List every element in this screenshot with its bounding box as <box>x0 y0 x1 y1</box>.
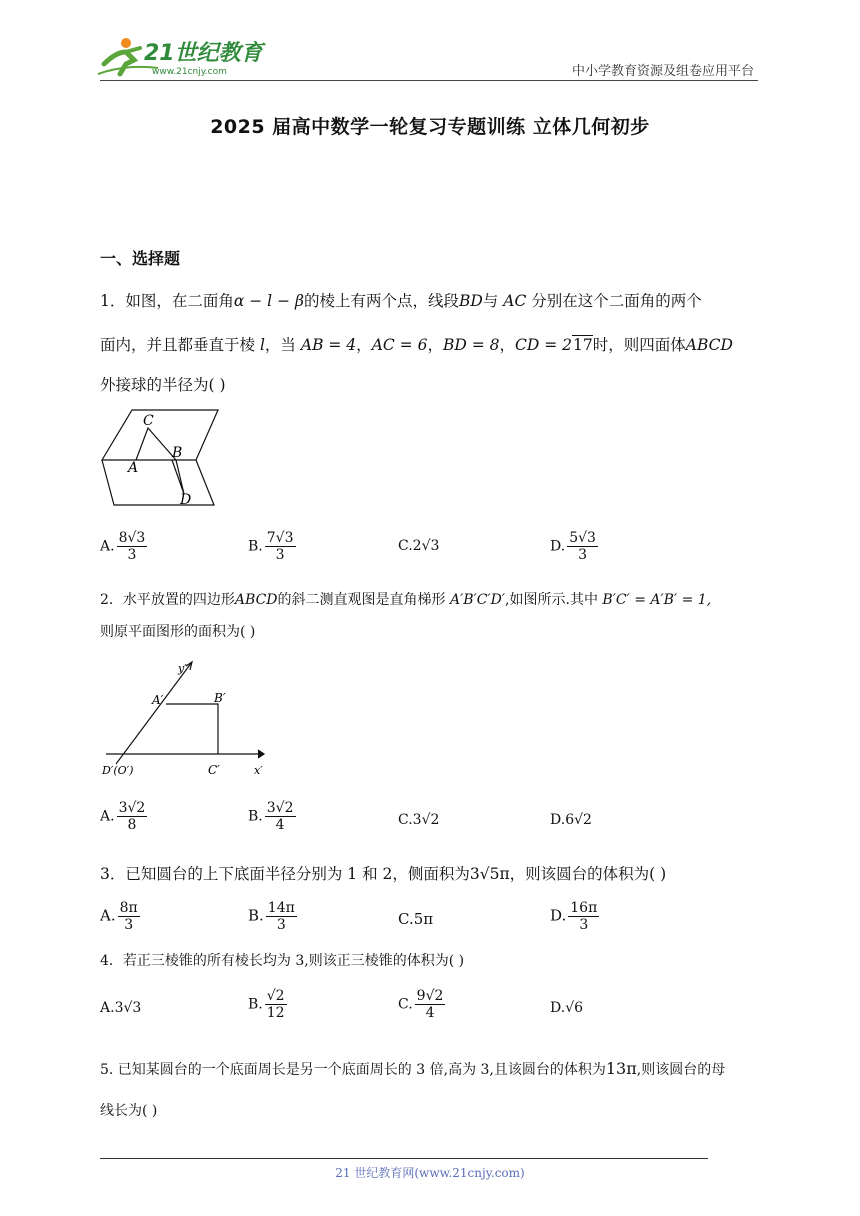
q1-option-d[interactable]: D. $\frac{5√3}{3}$ <box>550 530 596 564</box>
q3-option-a[interactable]: A. $\frac{8\pi}{3}$ <box>100 900 138 934</box>
q1-option-b[interactable]: B. $\frac{7√3}{3}$ <box>248 530 294 564</box>
page-title: 2025 届高中数学一轮复习专题训练 立体几何初步 <box>210 116 650 138</box>
q4-option-d[interactable]: D.√6 <box>550 1000 584 1016</box>
q2-option-a[interactable]: A. $\frac{3√2}{8}$ <box>100 800 146 834</box>
question-2-text: 2．水平放置的四边形ABCD的斜二测直观图是直角梯形 A′B′C′D′,如图所示.其中 B′C′ = A′B′ = 1, 则原平面图形的面积为( ) <box>100 592 712 640</box>
question-5-text: 5. 已知某圆台的一个底面周长是另一个底面周长的 3 倍,高为 3,且该圆台的体积为13π,则该圆台的母 线长为( ) <box>100 1059 726 1119</box>
figure-dihedral-angle <box>100 408 220 508</box>
label-D: D <box>180 492 192 508</box>
q3-option-c[interactable]: C.5π <box>398 910 434 928</box>
label-D-origin: D′(O′) <box>102 764 134 777</box>
question-1-text: 1．如图，在二面角α − l − β的棱上有两个点，线段BD与 AC 分别在这个二面角的两个 面内，并且都垂直于棱 l，当 AB = 4，AC = 6，BD = 8，CD = 217时，则四面体ABCD 外接球的半径为( ) <box>100 292 733 394</box>
q4-option-c[interactable]: C. $\frac{9√2}{4}$ <box>398 988 444 1022</box>
footer-divider <box>100 1158 708 1159</box>
section-heading: 一、选择题 <box>100 249 181 268</box>
logo-url: www.21cnjy.com <box>152 67 227 77</box>
logo <box>96 34 266 82</box>
label-A-prime: A′ <box>152 693 164 707</box>
label-B-prime: B′ <box>214 691 226 705</box>
label-y-axis: y′ <box>178 662 187 675</box>
q2-option-c[interactable]: C.3√2 <box>398 812 440 828</box>
label-C: C <box>143 413 154 429</box>
site-tagline: 中小学教育资源及组卷应用平台 <box>571 64 754 79</box>
q2-option-b[interactable]: B. $\frac{3√2}{4}$ <box>248 800 294 834</box>
label-C-prime: C′ <box>208 763 220 777</box>
q2-option-d[interactable]: D.6√2 <box>550 812 592 828</box>
q4-option-b[interactable]: B. $\frac{√2}{12}$ <box>248 988 285 1022</box>
q3-option-d[interactable]: D. $\frac{16\pi}{3}$ <box>550 900 598 934</box>
header-divider <box>100 80 758 81</box>
label-A: A <box>128 460 139 476</box>
q4-option-a[interactable]: A.3√3 <box>100 1000 142 1016</box>
question-4-text: 4．若正三棱锥的所有棱长均为 3,则该正三棱锥的体积为( ) <box>100 953 465 969</box>
label-x-axis: x′ <box>254 764 263 777</box>
question-3-text: 3．已知圆台的上下底面半径分别为 1 和 2，侧面积为3√5π，则该圆台的体积为( ) <box>100 865 667 883</box>
footer-link[interactable]: 21 世纪教育网(www.21cnjy.com) <box>335 1166 525 1180</box>
label-B: B <box>172 445 183 461</box>
q1-option-a[interactable]: A. $\frac{8√3}{3}$ <box>100 530 146 564</box>
logo-text: 21世纪教育 <box>144 41 263 66</box>
figure-oblique-trapezoid <box>100 658 270 780</box>
q1-option-c[interactable]: C.2√3 <box>398 538 440 554</box>
q3-option-b[interactable]: B. $\frac{14\pi}{3}$ <box>248 900 295 934</box>
